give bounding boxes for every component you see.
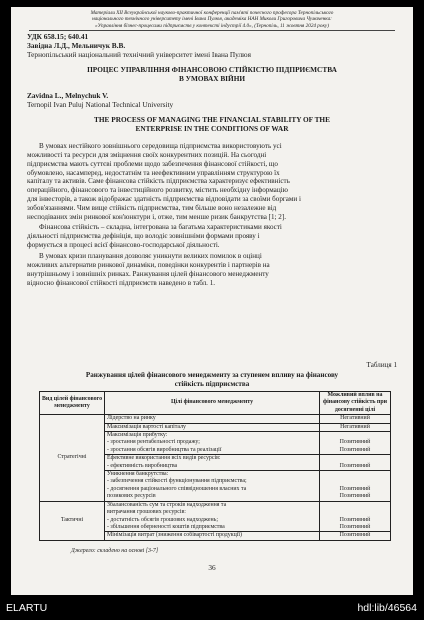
tactical-label: Тактичні [40, 501, 105, 540]
goal-line: - ефективність виробництва [107, 462, 178, 469]
text-line: можливих альтернатив ринкової динаміки, поведінки конкурентів і партнерів на [27, 260, 270, 269]
text-line: формується в процесі всієї фінансово-господарської діяльності. [27, 240, 220, 249]
impact-cell [320, 455, 391, 471]
paragraph-3 [27, 252, 397, 287]
impact-value: Позитивний [339, 532, 371, 539]
impact-value: Негативний [340, 415, 370, 422]
table-number: Таблиця 1 [366, 361, 397, 369]
impact-cell [320, 532, 391, 540]
affiliation-en: Ternopil Ivan Puluj National Technical University [27, 100, 174, 109]
impact-value: Позитивний [339, 523, 371, 530]
goal-line: - достатність обсягів грошових надходжень; [107, 516, 219, 523]
header-goal-type: Вид цілей фінансового менеджменту [40, 392, 105, 415]
title-ua-line: ПРОЦЕС УПРАВЛІННЯ ФІНАНСОВОЮ СТІЙКІСТЮ ПІДПРИЄМСТВА [87, 65, 337, 74]
header-goals: Цілі фінансового менеджменту [105, 392, 320, 415]
goal-cell [105, 532, 320, 540]
text-line: В умовах кризи планування дозволяє уникнути великих помилок в оцінці [39, 252, 262, 260]
text-line: несподіваних змін ринкової кон'юнктури і, отже, тим менше ризик банкрутства [1; 2]. [27, 212, 286, 221]
impact-value: Негативний [340, 423, 370, 430]
goal-line: - зростання рентабельності продажу; [107, 439, 200, 446]
goal-cell [105, 423, 320, 431]
repository-label: ELARTU [6, 602, 48, 614]
title-en-line: ENTERPRISE IN THE CONDITIONS OF WAR [135, 124, 289, 133]
impact-value: Позитивний [339, 516, 371, 523]
goal-line: Збалансованість сум та строків надходження та [107, 501, 227, 508]
goal-line: Лідерство на ринку [107, 415, 156, 422]
text-line: обумовлено, насамперед, недостатнім та неефективним управлінням структурою їх [27, 168, 280, 177]
goal-cell [105, 471, 320, 502]
text-line: відносно фінансової стійкості підприємств наведено в табл. 1. [27, 278, 216, 287]
handle-label: hdl:lib/46564 [357, 602, 417, 614]
table-title [27, 371, 397, 388]
impact-value: Позитивний [339, 446, 371, 453]
document-page [11, 7, 413, 595]
conference-header-line: «Управління бізнес-процесами підприємств у контексті індустрії 4.0», (Тернопіль, 11 жовтня 2024 року) [95, 22, 329, 29]
text-line: капіталу та активів. Саме фінансова стійкість підприємства характеризує ефективність [27, 177, 290, 186]
goal-line: - збільшення оберненості коштів підприємства [107, 523, 225, 530]
goal-cell [105, 455, 320, 471]
goal-line: Мінімізація витрат (зниження собівартості продукції) [107, 532, 242, 539]
table-source: Джерело: складено на основі [3-7] [71, 548, 159, 554]
goal-line: позикових ресурсів [107, 493, 156, 500]
conference-header-line: Матеріали ХІІ Всеукраїнської науково-практичної конференції пам'яті почесного професора Тернопільського [90, 10, 334, 16]
text-line: зобов'язаннями. Чим вище стійкість підприємства, тим більше воно незалежне від [27, 203, 277, 212]
goal-line: Ефективне використання всіх видів ресурсів: [107, 455, 221, 462]
text-line: підприємства мають суттєві проблеми щодо забезпечення фінансової стійкості, що [27, 159, 278, 168]
impact-value: Позитивний [339, 493, 371, 500]
table-title-line: стійкість підприємства [174, 379, 250, 388]
conference-header [29, 10, 395, 31]
ranking-table [39, 391, 391, 541]
text-line: можливості та ресурси для зміцнення своїх конкурентних позицій. На сьогодні [27, 150, 267, 159]
impact-cell [320, 423, 391, 431]
goal-cell [105, 432, 320, 455]
paragraph-2 [27, 223, 397, 250]
text-line: Фінансова стійкість – складна, інтегрована за багатьма характеристиками якості [39, 223, 282, 231]
udc-code: УДК 658.15; 640.41 [27, 32, 89, 41]
table-body [40, 415, 391, 541]
text-line: діяльності підприємства дефініція, що володіє зовнішніми формами прояву і [27, 231, 260, 240]
strategic-label: Стратегічні [40, 415, 105, 501]
impact-cell [320, 415, 391, 423]
text-line: В умовах нестійкого зовнішнього середовища підприємства використовують усі [39, 142, 282, 150]
goal-line: - зростання обсягів виробництва та реалізації [107, 446, 222, 453]
title-en-line: THE PROCESS OF MANAGING THE FINANCIAL STABILITY OF THE [94, 115, 330, 124]
impact-cell [320, 471, 391, 502]
authors-ua: Завідна Л.Д., Мельничук В.В. [27, 41, 126, 50]
page-number: 36 [208, 563, 216, 572]
table-row [40, 415, 391, 423]
table-title-line: Ранжування цілей фінансового менеджменту за ступенем впливу на фінансову [85, 371, 339, 379]
header-impact: Можливий вплив на фінансову стійкість при досягненні цілі [320, 392, 391, 415]
goal-cell [105, 415, 320, 423]
impact-value: Позитивний [339, 439, 371, 446]
text-line: внутрішньому і зовнішніх ринках. Ранжування цілей фінансового менеджменту [27, 269, 269, 278]
goal-line: Уникнення банкрутства: [107, 471, 169, 478]
goal-cell [105, 501, 320, 532]
text-line: для інвесторів, а також відображає здатність підприємства відповідати за своїми боргами і [27, 195, 301, 204]
title-ua-line: В УМОВАХ ВІЙНИ [178, 74, 246, 83]
text-line: операційного, фінансового та інвестиційного розвитку, містить необхідну інформацію [27, 186, 288, 195]
goal-line: - досягнення раціонального співвідношення власних та [107, 485, 247, 492]
impact-cell [320, 501, 391, 532]
title-en [27, 115, 397, 133]
viewer-footer [0, 595, 424, 620]
conference-header-line: національного технічного університету імені Івана Пулюя, академіка НАН Миколи Григоровича Чумаченка: [92, 16, 332, 23]
table-row [40, 501, 391, 532]
authors-en: Zavidna L., Melnychuk V. [27, 91, 109, 100]
title-ua [27, 65, 397, 83]
goal-line: Максимізація прибутку: [107, 432, 168, 439]
impact-value: Позитивний [339, 462, 371, 469]
affiliation-ua: Тернопільський національний технічний університет імені Івана Пулюя [27, 50, 251, 59]
table-header-row [40, 392, 391, 415]
goal-line: Максимізація вартості капіталу [107, 423, 186, 430]
goal-line: витрачання грошових ресурсів: [107, 509, 186, 516]
impact-value: Позитивний [339, 485, 371, 492]
goal-line: - забезпечення стійкості функціонування підприємства; [107, 478, 247, 485]
paragraph-1 [27, 142, 397, 222]
impact-cell [320, 432, 391, 455]
